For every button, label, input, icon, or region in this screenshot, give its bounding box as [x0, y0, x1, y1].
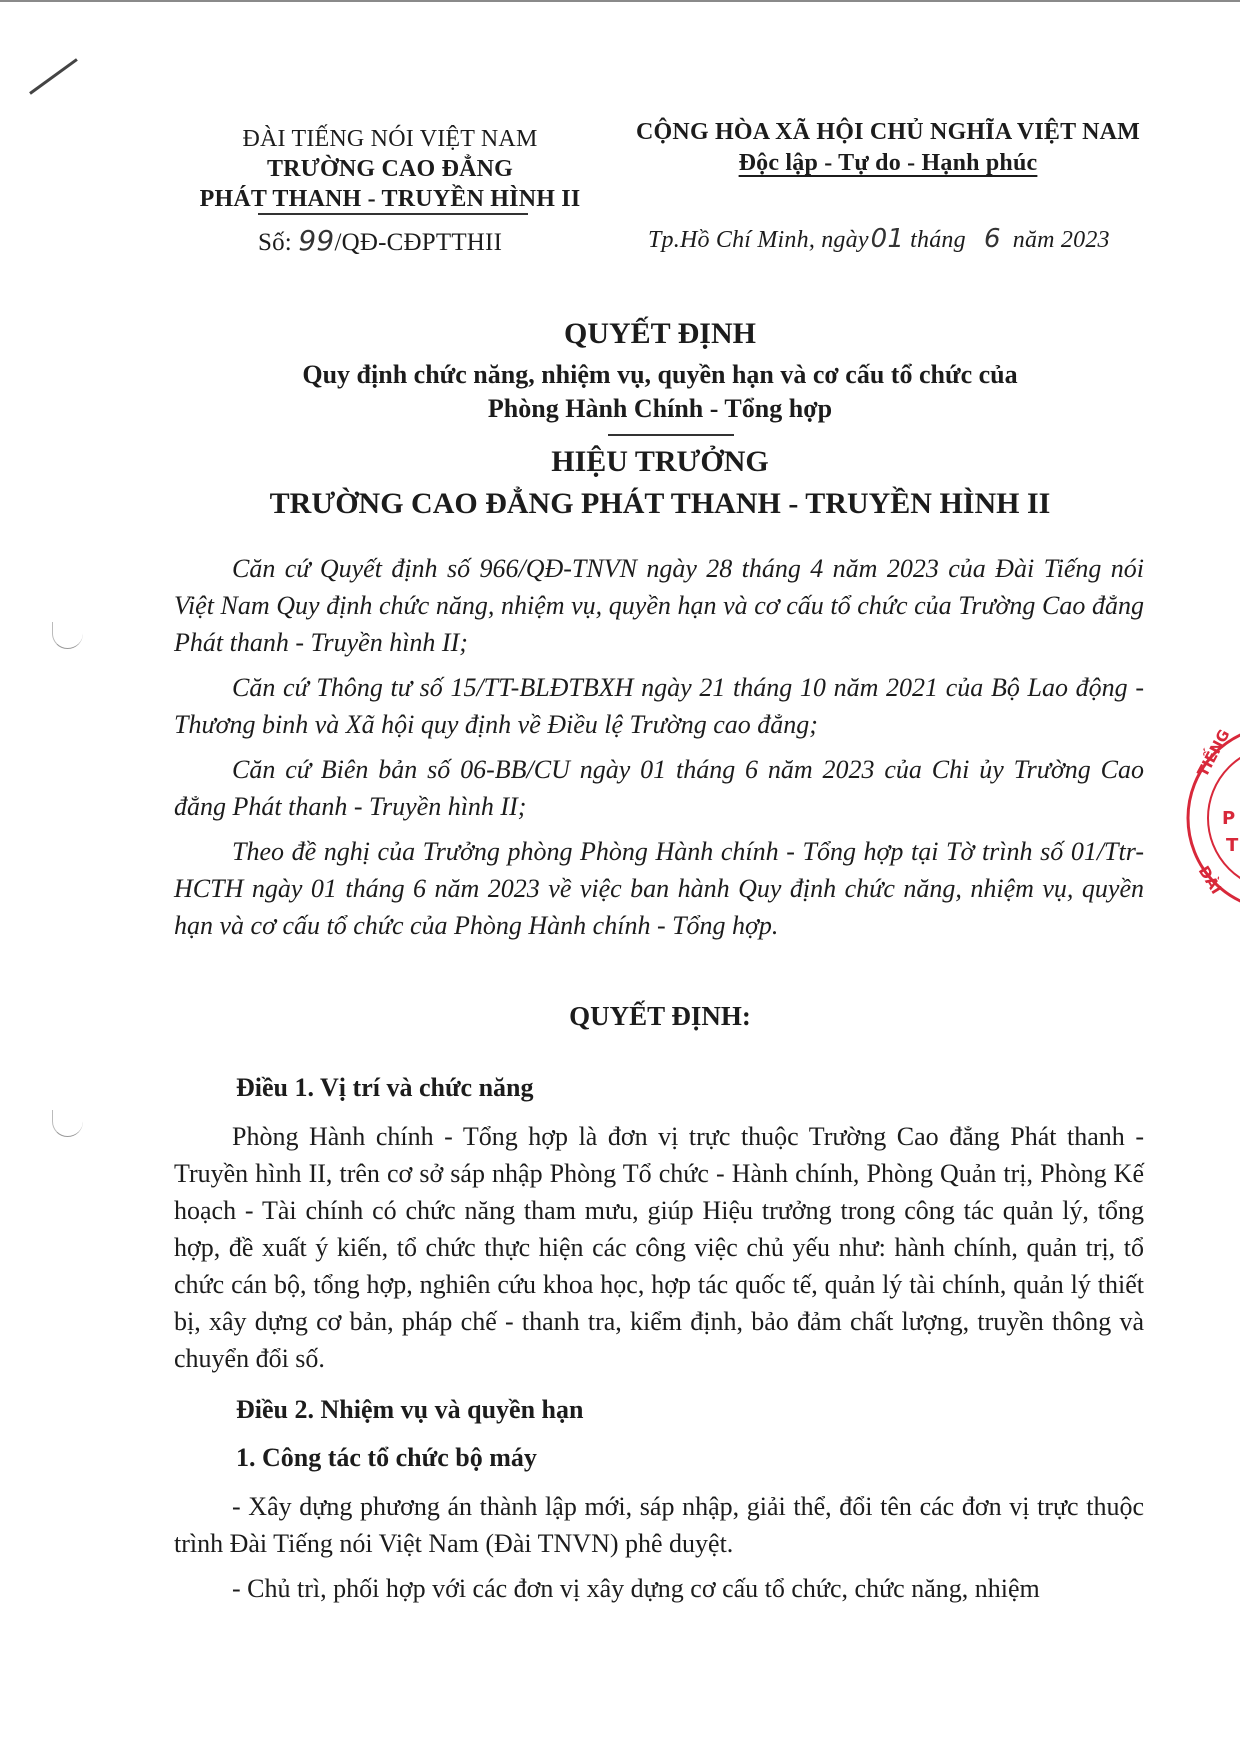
legal-basis-item: Căn cứ Thông tư số 15/TT-BLĐTBXH ngày 21 tháng 10 năm 2021 của Bộ Lao động - Thương binh và Xã hội quy định về Điều lệ Trường cao đẳng; — [174, 673, 1144, 739]
official-stamp — [1170, 718, 1240, 918]
document-subject-line2: Phòng Hành Chính - Tổng hợp — [487, 394, 833, 423]
legal-basis-item: Căn cứ Biên bản số 06-BB/CU ngày 01 tháng 6 năm 2023 của Chi ủy Trường Cao đẳng Phát thanh - Truyền hình II; — [174, 755, 1144, 821]
article1-paragraph: Phòng Hành chính - Tổng hợp là đơn vị trực thuộc Trường Cao đẳng Phát thanh - Truyền hình II, trên cơ sở sáp nhập Phòng Tổ chức - Hành chính, Phòng Quản trị, Phòng Kế hoạch - Tài chính có chức năng tham mưu, giúp Hiệu trưởng trong công tác quản lý, tổng hợp, đề xuất ý kiến, tổ chức thực hiện các công việc chủ yếu như: hành chính, quản trị, tổ chức cán bộ, tổng hợp, nghiên cứu khoa học, hợp tác quốc tế, quản lý tài chính, quản lý thiết bị, xây dựng cơ bản, pháp chế - thanh tra, kiểm định, bảo đảm chất lượng, truyền thông và chuyển đổi số. — [174, 1122, 1144, 1373]
school-name-line2: PHÁT THANH - TRUYỀN HÌNH II — [199, 186, 581, 212]
legal-basis-item: Căn cứ Quyết định số 966/QĐ-TNVN ngày 28 tháng 4 năm 2023 của Đài Tiếng nói Việt Nam Quy định chức năng, nhiệm vụ, quyền hạn và cơ cấu tổ chức của Trường Cao đẳng Phát thanh - Truyền hình II; — [174, 554, 1144, 657]
agency-name: ĐÀI TIẾNG NÓI VIỆT NAM — [242, 126, 538, 152]
duty-item: - Chủ trì, phối hợp với các đơn vị xây dựng cơ cấu tổ chức, chức năng, nhiệm — [232, 1574, 1040, 1603]
decision-heading: QUYẾT ĐỊNH: — [569, 1001, 751, 1031]
doc-no-prefix: Số: — [258, 229, 292, 256]
pen-mark — [29, 58, 78, 95]
place-and-date — [648, 224, 1110, 255]
place-date-prefix: Tp.Hồ Chí Minh, ngày — [648, 227, 869, 253]
scan-edge-line — [0, 0, 1240, 2]
article2-heading: Điều 2. Nhiệm vụ và quyền hạn — [236, 1395, 584, 1424]
article1-body — [174, 1118, 1144, 1377]
country-name: CỘNG HÒA XÃ HỘI CHỦ NGHĨA VIỆT NAM — [636, 119, 1140, 145]
stamp-text-top: TIẾNG — [1193, 726, 1234, 780]
month-handwritten: 6 — [984, 224, 1001, 254]
article2-items — [174, 1488, 1144, 1607]
header-left-rule — [258, 213, 528, 215]
document-type-title: QUYẾT ĐỊNH — [564, 317, 756, 350]
article1-heading: Điều 1. Vị trí và chức năng — [236, 1073, 534, 1102]
subject-underline — [608, 434, 734, 436]
header-left — [180, 124, 600, 214]
duty-item: - Xây dựng phương án thành lập mới, sáp nhập, giải thể, đổi tên các đơn vị trực thuộc trình Đài Tiếng nói Việt Nam (Đài TNVN) phê duyệt. — [174, 1492, 1144, 1558]
authority-school: TRƯỜNG CAO ĐẲNG PHÁT THANH - TRUYỀN HÌNH II — [269, 487, 1051, 520]
month-word: tháng — [910, 227, 966, 253]
national-motto: Độc lập - Tự do - Hạnh phúc — [738, 150, 1038, 176]
stamp-text-bottom: ĐÀI — [1194, 862, 1226, 898]
school-name-line1: TRƯỜNG CAO ĐẲNG — [266, 156, 514, 182]
legal-bases — [174, 550, 1144, 944]
authority-title: HIỆU TRƯỞNG — [551, 445, 769, 478]
document-number — [258, 226, 502, 258]
legal-basis-item: Theo đề nghị của Trưởng phòng Phòng Hành chính - Tổng hợp tại Tờ trình số 01/Ttr-HCTH ngày 01 tháng 6 năm 2023 về việc ban hành Quy định chức năng, nhiệm vụ, quyền hạn và cơ cấu tổ chức của Phòng Hành chính - Tổng hợp. — [174, 837, 1144, 940]
section1-heading: 1. Công tác tổ chức bộ máy — [236, 1443, 537, 1472]
punch-hole-mark — [52, 1110, 83, 1137]
header-right — [618, 117, 1158, 178]
title-block — [130, 314, 1190, 524]
doc-no-suffix: /QĐ-CĐPTTHII — [334, 229, 503, 256]
stamp-letter: T — [1226, 835, 1239, 856]
year-text: năm 2023 — [1012, 227, 1110, 253]
day-handwritten: 01 — [870, 224, 905, 254]
document-subject-line1: Quy định chức năng, nhiệm vụ, quyền hạn và cơ cấu tổ chức của — [302, 360, 1018, 389]
doc-no-handwritten: 99 — [298, 224, 335, 257]
punch-hole-mark — [52, 622, 83, 649]
stamp-letter: P — [1222, 808, 1236, 829]
